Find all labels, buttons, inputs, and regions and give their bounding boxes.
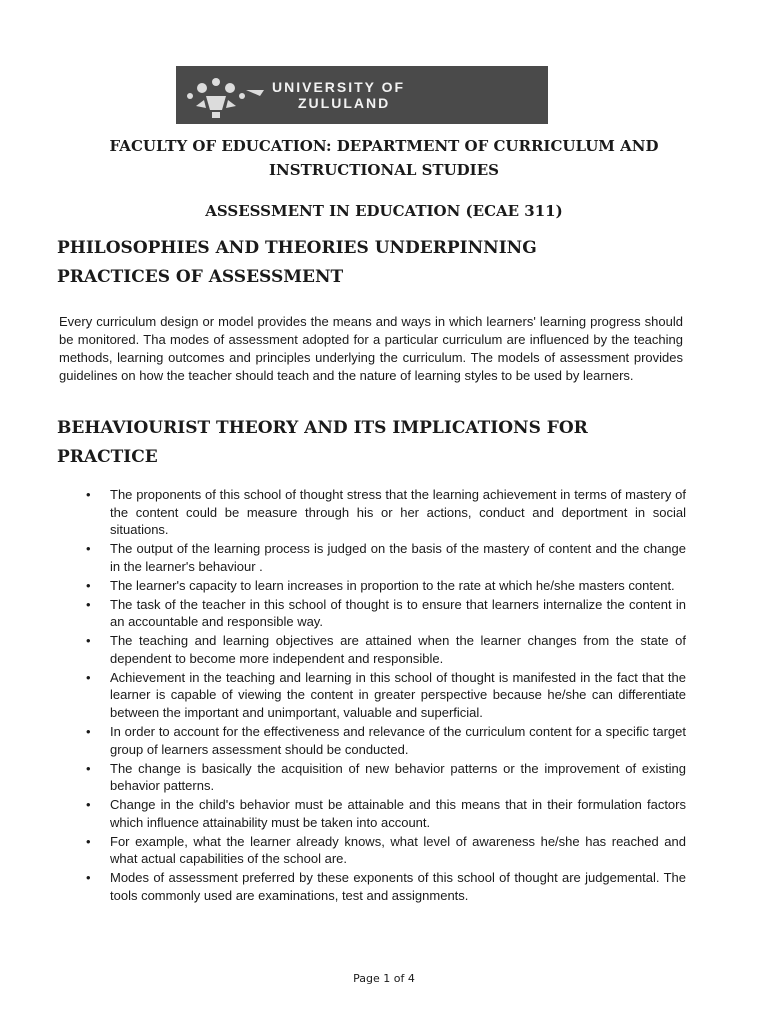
logo-line-1: UNIVERSITY OF: [272, 79, 406, 95]
list-item-text: Achievement in the teaching and learning in this school of thought is manifested in the fact that the learner is capable of viewing the content in greater perspective because he/she can differentiate between the important and unimportant, valuable and superficial.: [110, 669, 686, 720]
list-item-text: The teaching and learning objectives are attained when the learner changes from the state of dependent to become more independent and responsible.: [110, 633, 686, 666]
university-logo: [176, 66, 548, 124]
bullet-icon: •: [86, 596, 91, 612]
bullet-icon: •: [86, 870, 91, 886]
logo-line-2: ZULULAND: [298, 95, 391, 111]
faculty-line-2: INSTRUCTIONAL STUDIES: [269, 161, 499, 179]
list-item: [86, 632, 686, 667]
bullet-icon: •: [86, 541, 91, 557]
list-item: [86, 669, 686, 722]
section-title-line-2: PRACTICE: [57, 447, 158, 467]
bullet-icon: •: [86, 669, 91, 685]
list-item: [86, 760, 686, 795]
list-item-text: The output of the learning process is judged on the basis of the mastery of content and the change in the learner's behaviour .: [110, 541, 686, 574]
list-item: [86, 723, 686, 758]
list-item-text: The proponents of this school of thought stress that the learning achievement in terms of mastery of the content could be measure through his or her actions, conduct and deportment in social situations.: [110, 487, 686, 537]
list-item-text: For example, what the learner already knows, what level of awareness he/she has reached and what actual capabilities of the school are.: [110, 833, 686, 867]
page-number: Page 1 of 4: [353, 972, 415, 985]
list-item: [86, 596, 686, 631]
list-item-text: The learner's capacity to learn increases in proportion to the rate at which he/she masters content.: [110, 577, 675, 593]
list-item-text: Change in the child's behavior must be attainable and this means that in their formulation factors which influence attainability must be taken into account.: [110, 797, 686, 830]
behaviourist-bullet-list: [86, 486, 686, 906]
list-item-text: The task of the teacher in this school of thought is to ensure that learners internalize the content in an accountable and responsible way.: [110, 596, 686, 630]
list-item: [86, 577, 686, 595]
list-item-text: Modes of assessment preferred by these exponents of this school of thought are judgemental. The tools commonly used are examinations, test and assignments.: [110, 870, 686, 903]
university-crest-icon: [176, 66, 272, 124]
bullet-icon: •: [86, 633, 91, 649]
section-title-behaviourist: [57, 414, 697, 472]
faculty-heading: [40, 134, 728, 182]
intro-paragraph: Every curriculum design or model provides the means and ways in which learners' learning progress should be monitored. Tha modes of assessment adopted for a particular curriculum are influenced by the teaching methods, learning outcomes and principles underlying the curriculum. The models of assessment provides guidelines on how the teacher should teach and the nature of learning styles to be used by learners.: [59, 314, 683, 383]
list-item-text: In order to account for the effectiveness and relevance of the curriculum content for a specific target group of learners assessment should be conducted.: [110, 724, 686, 757]
section-title-line-1: PHILOSOPHIES AND THEORIES UNDERPINNING: [57, 238, 537, 258]
bullet-icon: •: [86, 797, 91, 813]
bullet-icon: •: [86, 760, 91, 776]
bullet-icon: •: [86, 833, 91, 849]
faculty-line-1: FACULTY OF EDUCATION: DEPARTMENT OF CURRICULUM AND: [109, 137, 659, 155]
bullet-icon: •: [86, 487, 91, 502]
list-item: [86, 540, 686, 575]
list-item: [86, 796, 686, 831]
section-title-line-1: BEHAVIOURIST THEORY AND ITS IMPLICATIONS FOR: [57, 418, 588, 438]
section-title-line-2: PRACTICES OF ASSESSMENT: [57, 267, 344, 287]
section-title-philosophies: [57, 234, 697, 292]
list-item: [86, 869, 686, 904]
list-item: [86, 486, 686, 539]
list-item-text: The change is basically the acquisition of new behavior patterns or the improvement of existing behavior patterns.: [110, 760, 686, 794]
bullet-icon: •: [86, 577, 91, 593]
course-title: ASSESSMENT IN EDUCATION (ECAE 311): [205, 202, 563, 220]
bullet-icon: •: [86, 724, 91, 740]
list-item: [86, 833, 686, 868]
